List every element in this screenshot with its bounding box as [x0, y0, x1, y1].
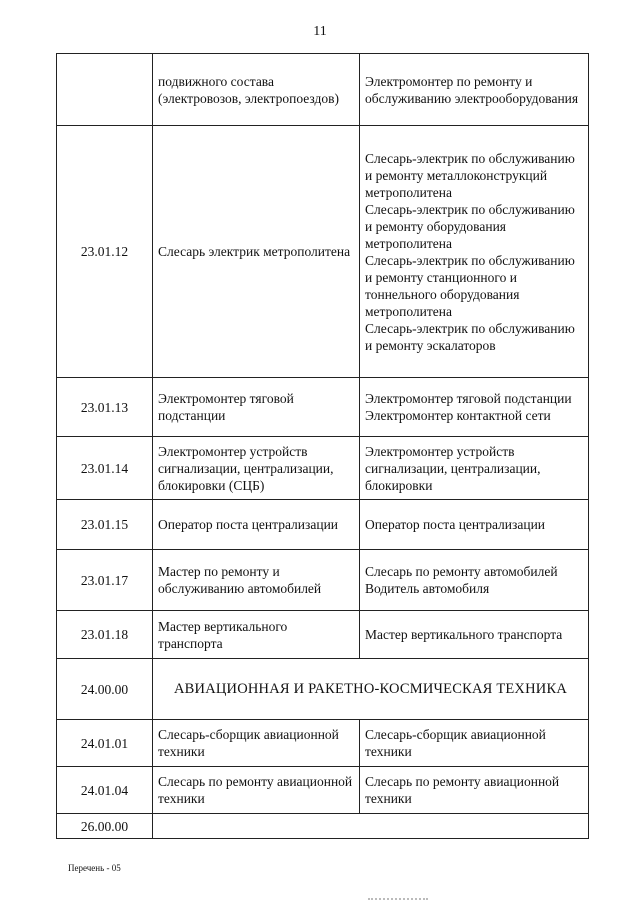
- code-cell: 24.01.01: [57, 720, 153, 767]
- document-footer: Перечень - 05: [68, 863, 121, 873]
- profession-cell: подвижного состава (электровозов, электропоездов): [153, 54, 360, 126]
- qualification-cell: Слесарь-сборщик авиационной техники: [360, 720, 589, 767]
- profession-cell: Оператор поста централизации: [153, 500, 360, 550]
- table-row: [57, 126, 589, 378]
- qualification-cell: Электромонтер тяговой подстанции Электромонтер контактной сети: [360, 378, 589, 437]
- profession-cell: Электромонтер устройств сигнализации, централизации, блокировки (СЦБ): [153, 437, 360, 500]
- table-row: [57, 378, 589, 437]
- table-row: [57, 767, 589, 814]
- section-row: [57, 659, 589, 720]
- code-cell: 23.01.15: [57, 500, 153, 550]
- section-row: [57, 814, 589, 839]
- section-code-cell: 24.00.00: [57, 659, 153, 720]
- table-row: [57, 437, 589, 500]
- code-cell: 23.01.14: [57, 437, 153, 500]
- qualification-cell: Электромонтер устройств сигнализации, централизации, блокировки: [360, 437, 589, 500]
- code-cell: 23.01.13: [57, 378, 153, 437]
- code-cell: 24.01.04: [57, 767, 153, 814]
- table-row: [57, 500, 589, 550]
- professions-table: [56, 53, 589, 839]
- table-row: [57, 54, 589, 126]
- section-title: АВИАЦИОННАЯ И РАКЕТНО-КОСМИЧЕСКАЯ ТЕХНИКА: [153, 659, 589, 720]
- code-cell: 23.01.12: [57, 126, 153, 378]
- profession-cell: Мастер вертикального транспорта: [153, 611, 360, 659]
- table-row: [57, 720, 589, 767]
- code-cell: 23.01.17: [57, 550, 153, 611]
- table-row: [57, 550, 589, 611]
- section-title: [153, 814, 589, 839]
- profession-cell: Слесарь-сборщик авиационной техники: [153, 720, 360, 767]
- scan-mark: [368, 898, 428, 903]
- profession-cell: Слесарь по ремонту авиационной техники: [153, 767, 360, 814]
- qualification-cell: Слесарь по ремонту авиационной техники: [360, 767, 589, 814]
- qualification-cell: Мастер вертикального транспорта: [360, 611, 589, 659]
- qualification-cell: Слесарь по ремонту автомобилей Водитель автомобиля: [360, 550, 589, 611]
- page-number: 11: [313, 24, 327, 39]
- qualification-cell: Оператор поста централизации: [360, 500, 589, 550]
- profession-cell: Электромонтер тяговой подстанции: [153, 378, 360, 437]
- section-code-cell: 26.00.00: [57, 814, 153, 839]
- code-cell: [57, 54, 153, 126]
- qualification-cell: Слесарь-электрик по обслуживанию и ремонту металлоконструкций метрополитена Слесарь-электрик по обслуживанию и ремонту оборудования метрополитена Слесарь-электрик по обслуживанию и ремонту станционного и тоннельного оборудования метрополитена Слесарь-электрик по обслуживанию и ремонту эскалаторов: [360, 126, 589, 378]
- table-row: [57, 611, 589, 659]
- qualification-cell: Электромонтер по ремонту и обслуживанию электрооборудования: [360, 54, 589, 126]
- code-cell: 23.01.18: [57, 611, 153, 659]
- profession-cell: Мастер по ремонту и обслуживанию автомобилей: [153, 550, 360, 611]
- profession-cell: Слесарь электрик метрополитена: [153, 126, 360, 378]
